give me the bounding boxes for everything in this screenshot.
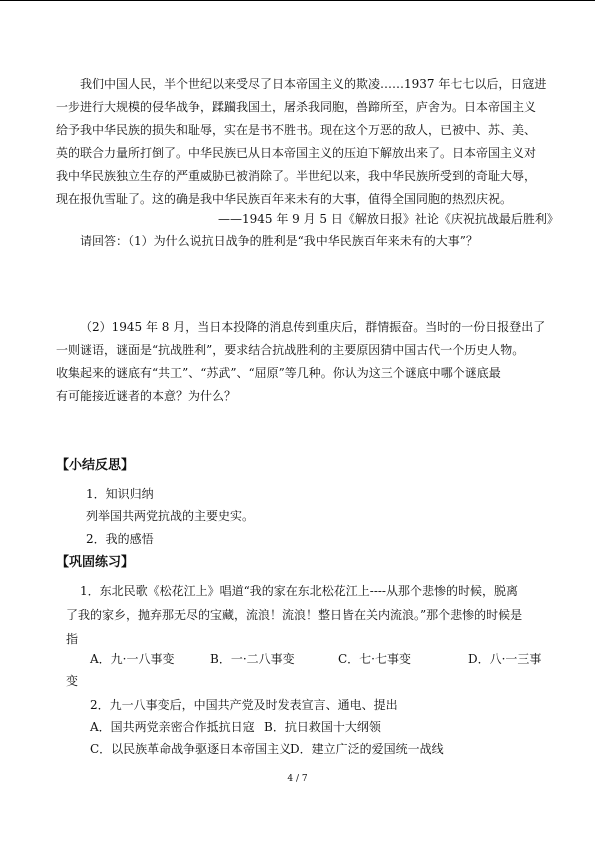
passage-line: 给予我中华民族的损失和耻辱，实在是书不胜书。现在这个万恶的敌人，已被中、苏、美、 bbox=[56, 123, 537, 137]
option-c[interactable]: C．以民族革命战争驱逐日本帝国主义 bbox=[90, 742, 292, 756]
passage-line: 一步进行大规模的侵华战争，蹂躏我国土，屠杀我同胞，兽蹄所至，庐舍为。日本帝国主义 bbox=[56, 100, 537, 114]
option-b[interactable]: B．一·二八事变 bbox=[210, 652, 295, 666]
option-a[interactable]: A．国共两党亲密合作抵抗日寇 bbox=[90, 720, 255, 734]
question-2-line: 收集起来的谜底有“共工”、“苏武”、“屈原”等几种。你认为这三个谜底中哪个谜底最 bbox=[56, 366, 501, 380]
passage-line: 我们中国人民，半个世纪以来受尽了日本帝国主义的欺凌……1937 年七七以后，日寇进 bbox=[80, 77, 547, 91]
practice-heading: 【巩固练习】 bbox=[56, 555, 135, 570]
question-2-line: （2）1945 年 8 月，当日本投降的消息传到重庆后，群情振奋。当时的一份日报登出了 bbox=[80, 320, 546, 334]
passage-source: ——1945 年 9 月 5 日《解放日报》社论《庆祝抗战最后胜利》 bbox=[218, 212, 559, 226]
practice-q1-line: 指 bbox=[66, 632, 79, 646]
passage-line: 英的联合力量所打倒了。中华民族已从日本帝国主义的压迫下解放出来了。日本帝国主义对 bbox=[56, 146, 537, 160]
practice-question-1 bbox=[56, 579, 541, 651]
question-2-line: 一则谜语，谜面是“抗战胜利”，要求结合抗战胜利的主要原因猜中国古代一个历史人物。 bbox=[56, 343, 525, 357]
option-d[interactable]: D．八·一三事 bbox=[468, 652, 542, 666]
page-number: 4 / 7 bbox=[287, 774, 308, 784]
option-d[interactable]: D．建立广泛的爱国统一战线 bbox=[290, 742, 444, 756]
question-1: 请回答：（1）为什么说抗日战争的胜利是“我中华民族百年来未有的大事”？ bbox=[80, 234, 478, 248]
option-a[interactable]: A．九·一八事变 bbox=[90, 652, 175, 666]
summary-item-2: 2．我的感悟 bbox=[86, 532, 154, 546]
passage-line: 我中华民族独立生存的严重威胁已被消除了。半世纪以来，我中华民族所受到的奇耻大辱， bbox=[56, 169, 537, 183]
practice-question-2: 2．九一八事变后，中国共产党及时发表宣言、通电、提出 bbox=[90, 698, 398, 712]
option-b[interactable]: B．抗日救国十大纲领 bbox=[264, 720, 381, 734]
practice-q1-line: 1．东北民歌《松花江上》唱道“我的家在东北松花江上----从那个悲惨的时候，脱离 bbox=[80, 584, 518, 598]
option-c[interactable]: C．七·七事变 bbox=[338, 652, 411, 666]
header-rule bbox=[0, 0, 595, 1]
summary-item-1: 1．知识归纳 bbox=[86, 487, 154, 501]
passage-line: 现在报仇雪耻了。这的确是我中华民族百年来未有的大事，值得全国同胞的热烈庆祝。 bbox=[56, 192, 513, 206]
question-2 bbox=[56, 316, 546, 408]
summary-item-1-text: 列举国共两党抗战的主要史实。 bbox=[86, 509, 255, 523]
summary-heading: 【小结反思】 bbox=[56, 458, 135, 473]
option-d-wrap: 变 bbox=[66, 674, 79, 688]
reading-passage bbox=[56, 73, 547, 211]
question-2-line: 有可能接近谜者的本意？为什么？ bbox=[56, 389, 237, 403]
practice-q1-line: 了我的家乡，抛弃那无尽的宝藏，流浪！流浪！整日皆在关内流浪。”那个悲惨的时候是 bbox=[66, 608, 523, 622]
